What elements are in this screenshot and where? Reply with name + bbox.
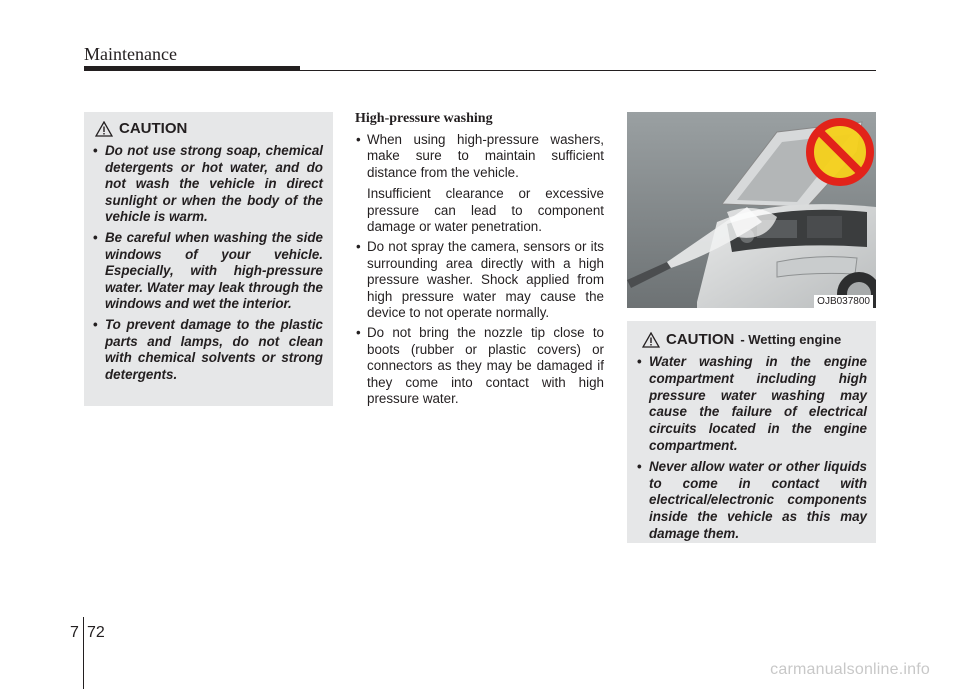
caution-title: CAUTION (119, 120, 188, 137)
instruction-item (355, 132, 604, 235)
footer-divider (83, 617, 84, 689)
watermark-text: carmanualsonline.info (770, 661, 930, 678)
instruction-item (355, 325, 604, 407)
subsection-heading: High-pressure washing (355, 111, 493, 126)
high-pressure-washing-section (355, 111, 604, 412)
figure-code-label: OJB037800 (814, 295, 873, 308)
caution-list (93, 143, 323, 383)
section-title: Maintenance (84, 44, 177, 64)
prohibition-icon (807, 119, 873, 185)
header-rule-thick (84, 66, 300, 71)
caution-heading (642, 331, 867, 348)
chapter-number: 7 (70, 624, 79, 641)
instruction-item (355, 239, 604, 321)
caution-item: • Do not use strong soap, chemical detergents or hot water, and do not wash the vehicle in direct sunlight or when the body of the vehicle is warm. (93, 143, 323, 226)
header-rule-thin (300, 70, 876, 71)
page-number: 72 (87, 624, 105, 641)
instruction-text: When using high-pressure washers, make sure to maintain sufficient distance from the vehicle. (367, 132, 604, 180)
caution-list (637, 354, 867, 543)
caution-item: • To prevent damage to the plastic parts and lamps, do not clean with chemical solvents or strong detergents. (93, 317, 323, 383)
caution-title: CAUTION (666, 331, 735, 348)
engine-bay-image (627, 112, 876, 308)
caution-item: • Water washing in the engine compartment including high pressure water washing may cause the failure of electrical circuits located in the engine compartment. (637, 354, 867, 455)
caution-heading (95, 120, 323, 137)
warning-triangle-icon (642, 332, 660, 348)
caution-box-wetting-engine (627, 321, 876, 543)
caution-item: • Never allow water or other liquids to come in contact with electrical/electronic components inside the vehicle as this may damage them. (637, 459, 867, 543)
instruction-list (355, 132, 604, 408)
warning-triangle-icon (95, 121, 113, 137)
instruction-text: Do not bring the nozzle tip close to boots (rubber or plastic covers) or connectors as they may be damaged if they come into contact with high pressure water. (367, 325, 604, 407)
caution-box-general (84, 112, 333, 406)
engine-washing-illustration (627, 112, 876, 308)
instruction-text: Do not spray the camera, sensors or its surrounding area directly with a high pressure washer. Shock applied from high pressure water may cause the device to not operate normally. (367, 239, 604, 321)
caution-subtitle: - Wetting engine (740, 332, 842, 347)
instruction-note: Insufficient clearance or excessive pressure can lead to component damage or water penetration. (367, 186, 604, 235)
caution-item: • Be careful when washing the side windows of your vehicle. Especially, with high-pressure water. Water may leak through the windows and wet the interior. (93, 230, 323, 313)
